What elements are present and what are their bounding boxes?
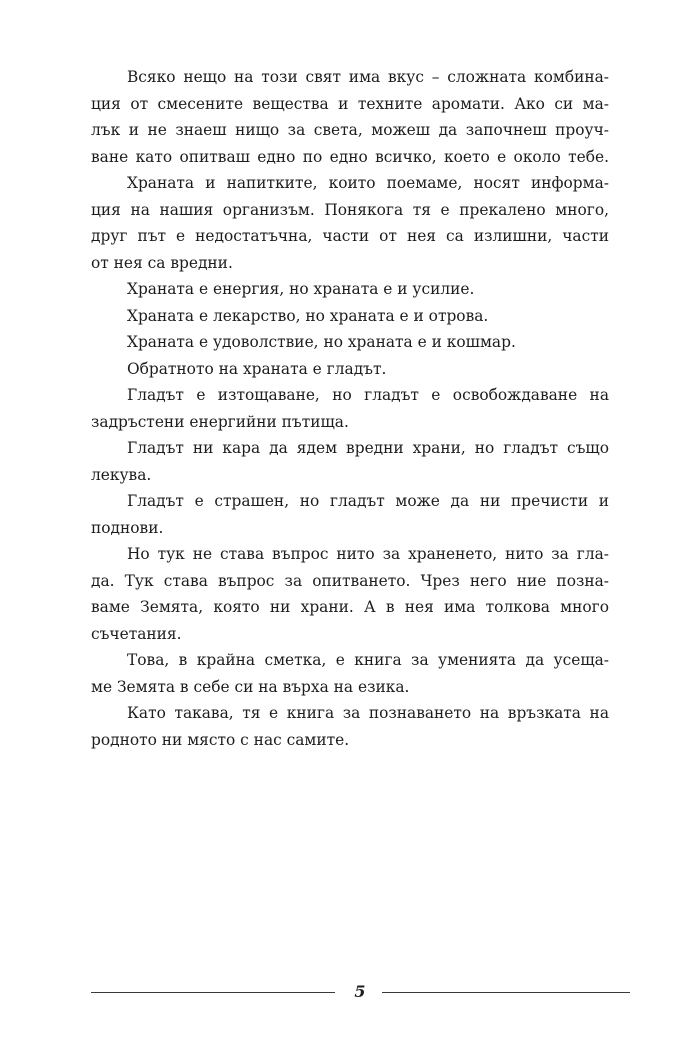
text-line: лък и не знаеш нищо за света, можеш да започнеш проуч- — [91, 121, 609, 139]
text-line: Като такава, тя е книга за познаването на връзката на — [127, 704, 609, 722]
body-text — [91, 64, 609, 753]
text-line: ване като опитваш едно по едно всичко, което е около тебе. — [91, 147, 609, 166]
text-line: Храната е енергия, но храната е и усилие. — [127, 280, 475, 298]
text-line: Обратното на храната е гладът. — [127, 359, 387, 378]
page-number: 5 — [354, 982, 366, 1001]
text-line: Храната е лекарство, но храната е и отрова. — [127, 306, 489, 325]
text-line: Всяко нещо на този свят има вкус – сложната комбина- — [127, 68, 609, 86]
text-line: Гладът е изтощаване, но гладът е освобождаване на — [127, 386, 609, 404]
footer-rule-left — [91, 992, 335, 993]
text-line: Гладът ни кара да ядем вредни храни, но гладът също — [127, 439, 609, 457]
text-line: поднови. — [91, 518, 164, 537]
footer-rule-right — [382, 992, 630, 993]
text-line: друг път е недостатъчна, части от нея са излишни, части — [91, 227, 609, 245]
text-line: съчетания. — [91, 624, 182, 643]
text-line: ме Земята в себе си на върха на езика. — [91, 677, 410, 696]
text-line: Гладът е страшен, но гладът може да ни пречисти и — [127, 492, 609, 510]
text-line: от нея са вредни. — [91, 253, 233, 272]
text-line: Храната е удоволствие, но храната е и кошмар. — [127, 333, 516, 351]
text-line: Това, в крайна сметка, е книга за уменията да усеща- — [127, 651, 609, 669]
text-line: лекува. — [91, 465, 152, 484]
text-line: Но тук не става въпрос нито за храненето, нито за гла- — [127, 545, 609, 563]
text-line: родното ни място с нас самите. — [91, 730, 350, 749]
text-line: да. Тук става въпрос за опитването. Чрез него ние позна- — [91, 571, 609, 590]
text-line: задръстени енергийни пътища. — [91, 412, 349, 431]
text-line: Храната и напитките, които поемаме, носят информа- — [127, 174, 609, 192]
text-line: ция от смесените вещества и техните аромати. Ако си ма- — [91, 94, 609, 113]
text-line: ция на нашия организъм. Понякога тя е прекалено много, — [91, 200, 609, 219]
text-line: ваме Земята, която ни храни. А в нея има толкова много — [91, 598, 609, 616]
